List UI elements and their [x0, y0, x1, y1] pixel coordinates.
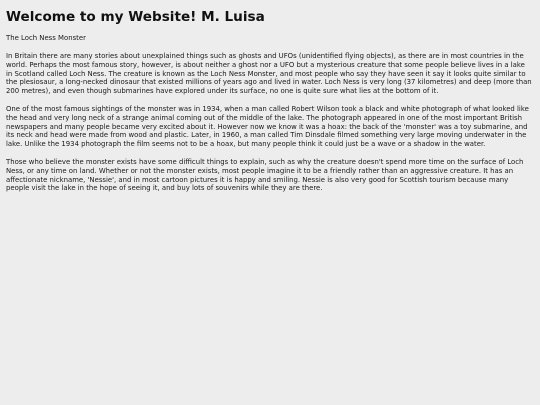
article-paragraph-2: One of the most famous sightings of the monster was in 1934, when a man called Robert Wilson took a black and white photograph of what looked like the head and very long neck of a strange animal coming out of the middle of the lake. The photograph appeared in one of the most important British newspapers and many people became very excited about it. However now we know it was a hoax: the back of the 'monster' was a toy submarine, and its neck and head were made from wood and plastic. Later, in 1960, a man called Tim Dinsdale filmed something very large moving underwater in the lake. Unlike the 1934 photograph the film seems not to be a hoax, but many people think it could just be a wave or a shadow in the water. — [6, 104, 529, 149]
article-subtitle: The Loch Ness Monster — [6, 34, 86, 42]
page-title: Welcome to my Website! M. Luisa — [6, 9, 265, 25]
page-content — [0, 0, 540, 193]
article-paragraph-3: Those who believe the monster exists have some difficult things to explain, such as why the creature doesn't spend more time on the surface of Loch Ness, or any time on land. Whether or not the monster exists, most people imagine it to be a friendly rather than an aggressive creature. It has an affectionate nickname, 'Nessie', and in most cartoon pictures it is happy and smiling. Nessie is also very good for Scottish tourism because many people visit the lake in the hope of seeing it, and buy lots of souvenirs while they are there. — [6, 157, 524, 193]
article-paragraph-1: In Britain there are many stories about unexplained things such as ghosts and UFOs (unidentified flying objects), as there are in most countries in the world. Perhaps the most famous story, however, is about neither a ghost nor a UFO but a mysterious creature that some people believe lives in a lake in Scotland called Loch Ness. The creature is known as the Loch Ness Monster, and most people who say they have seen it say it looks quite similar to the plesiosaur, a long-necked dinosaur that existed millions of years ago and lived in water. Loch Ness is very long (37 kilometres) and deep (more than 200 metres), and even though submarines have explored under its surface, no one is quite sure what lies at the bottom of it. — [6, 52, 532, 96]
